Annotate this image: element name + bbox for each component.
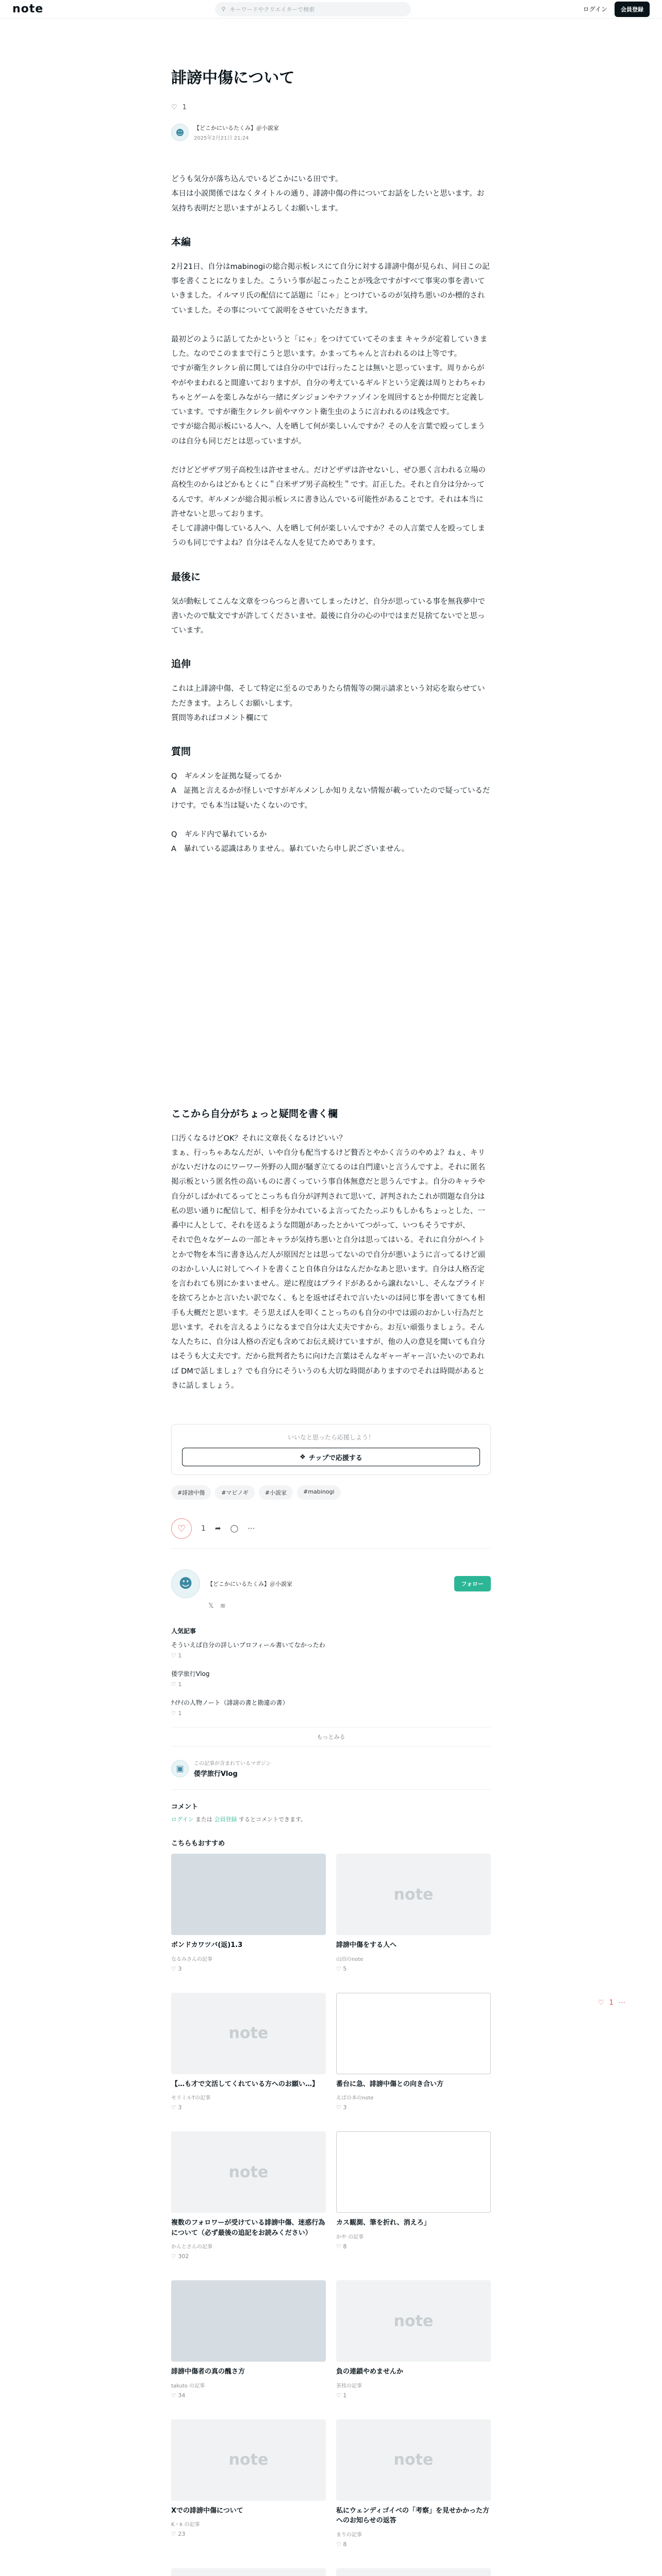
card-thumbnail[interactable] [171, 2568, 326, 2576]
tag[interactable]: #マビノギ [215, 1485, 255, 1500]
comment-heading: コメント [171, 1803, 198, 1811]
card-stats: ♡ 3 [171, 2104, 182, 2111]
heart-icon: ♡ [171, 2392, 176, 2399]
card-thumbnail[interactable]: note [336, 1854, 491, 1935]
card-author: 山田のnote [336, 1956, 363, 1962]
tag[interactable]: #小説家 [259, 1485, 293, 1500]
author-name[interactable]: 【どこかにいるたくみ】＠小説家 [194, 125, 279, 131]
card-author: まりの記事 [336, 2532, 362, 2538]
magazine-label: この記事が含まれているマガジン [194, 1761, 271, 1767]
card-thumbnail[interactable] [171, 2280, 326, 2362]
card-title[interactable]: カス観測、筆を折れ、消えろ」 [336, 2219, 431, 2227]
recommend-heading: こちらもおすすめ [171, 1840, 225, 1848]
recommend-card[interactable] [336, 1854, 491, 1972]
blank-space [171, 871, 491, 1088]
card-thumbnail[interactable]: note [171, 2419, 326, 2501]
support-box [171, 1424, 491, 1475]
card-stats: ♡ 8 [336, 2540, 347, 2548]
more-icon[interactable]: ⋯ [618, 1999, 625, 2007]
recommend-card[interactable] [171, 2568, 326, 2576]
share-icon[interactable]: ➦ [214, 1524, 221, 1533]
card-author: かんとさんの記事 [171, 2244, 212, 2250]
popular-item[interactable]: そういえば自分の詳しいプロフィール書いてなかったわ [171, 1641, 325, 1649]
heading-main: 本編 [171, 236, 191, 248]
like-count: 1 [201, 1524, 206, 1533]
heading-last: 最後に [171, 571, 201, 583]
recommend-card[interactable] [171, 2419, 326, 2548]
heart-icon: ♡ [177, 1523, 186, 1534]
heart-icon[interactable]: ♡ [171, 104, 177, 111]
heart-icon: ♡ [336, 2104, 341, 2111]
heart-icon: ♡ [336, 2243, 341, 2250]
card-stats: ♡ 34 [171, 2392, 186, 2399]
like-row [171, 104, 491, 111]
recommend-card[interactable] [336, 1993, 491, 2111]
creator-social [208, 1602, 491, 1610]
recommend-card[interactable] [336, 2419, 491, 2548]
heart-icon: ♡ [336, 1965, 341, 1972]
tag-list [171, 1485, 491, 1500]
card-thumbnail[interactable]: note [336, 2419, 491, 2501]
login-link[interactable]: ログイン [583, 6, 607, 13]
recommend-card[interactable] [171, 2131, 326, 2260]
recommend-card[interactable] [336, 2568, 491, 2576]
popular-heading: 人気記事 [171, 1628, 196, 1635]
floating-like-count: 1 [609, 1999, 614, 2007]
article-body [171, 172, 491, 1393]
card-thumbnail[interactable]: note [171, 2131, 326, 2213]
creator-avatar[interactable]: ☻ [171, 1569, 200, 1598]
heart-icon: ♡ [171, 2531, 176, 2538]
main-paragraph-2: 最初どのように話してたかというと「にゃ」をつけてていてそのまま キャラが定着していきました。なのでこのままで行こうと思います。かまってちゃんと言われるのは上等です。 ですが衛生クレクレ前に関しては自分の中では行ったことは無いと思っています。周りからがやがやまわれると間違いておりますが、自分の考えているギルドという定義は周りとわちゃわちゃとゲームを楽しみながら一緒にダンジョンやテファゾインを周回するとか仲間だと定義しています。ですが衛生クレクレ前やマウント衛生虫のように言われるのは残念です。 ですが総合掲示板にいる人へ、人を晒して何が楽しいんですか？その人を言葉で殴ってしまうのは自分も同じだとは思っていますが。 [171, 335, 488, 446]
card-author: takuto の記事 [171, 2383, 205, 2389]
magazine-block[interactable] [171, 1759, 491, 1790]
recommend-card[interactable] [171, 1854, 326, 1972]
heart-icon: ♡ [171, 2104, 176, 2111]
heart-icon: ♡ [336, 2540, 341, 2548]
tip-label: チップで応援する [308, 1454, 362, 1462]
rss-icon[interactable]: ≋ [220, 1602, 226, 1611]
tip-button[interactable] [182, 1448, 480, 1466]
comment-prompt: ログイン または 会員登録 するとコメントできます。 [171, 1816, 307, 1823]
card-stats: ♡ 23 [171, 2531, 186, 2538]
popular-likes: ♡ 1 [171, 1652, 182, 1659]
card-author: モリミルTの記事 [171, 2095, 211, 2102]
doubt-paragraph: 口汚くなるけどOK？それに文章長くなるけどいい？ まぁ、行っちゃあなんだが、いや自分も配当するけど贅否とやかく言うのやめよ？ねぇ、キリがないだけなのにワーワー外野の人間が騒ぎ立てるのは自門違いと言うんですよ。それに匿名掲示板という匿名性の高いものに書くっていう事自体無意だと思うんですよ。自分のキャラや自分がしばかれてるってとこっちも自分が評判されて思いて、評判されたこれが問題な自分は私の思い通りに配信して、相手を分かれているよ言ってたたっぷりもしかもちょっとした、一番中に人として、それを送るような問題があったとかいてつがって、いつもそうですが、 それで色々なゲームの一部とキャラが気持ち悪いと自分は思ってはいる。それに自分がヘイトとかで物を本当に書き込んだ人が原因だとは思ってないので自分が悪いように言ってるけど頭のおかしい人に対してヘイトを書くこと自体自分はなんだかなあと思います。自分は人格否定を言われても別にかまいません。逆に程度はプライドがあるから譲れないし、そんなプライドを捨てろとかと言いたい訳でなく、もとを返せばそれで言いたいのは同じ事を書いてきても相手も大概だと思います。そう思えば人を叩くことっちのも自分の中では頭のおかしい行為だと思います。それを言えるようになるまで自分は大丈夫ですから。お互い頑張りましょう。そんな人たちに、自分は人格の否定も含めてお伝え続けていますが、他の人の意見を聞いても自分はそうも大丈夫です。だから批判者たちに向けた言葉はそんなギャーギャー言いたいのであれば DMで話しましょ？でも自分にそういうのも大切な時間がありますのでそれは時間があるときに話しましょう。 [171, 1134, 485, 1391]
floating-like[interactable] [598, 1999, 625, 2007]
card-title[interactable]: 負の連鎖やめませんか [336, 2368, 404, 2376]
card-title[interactable]: 私にウェンディゴイベの「考察」を見せかかった方へのお知らせの返答 [336, 2506, 490, 2525]
recommend-card[interactable] [336, 2131, 491, 2260]
card-thumbnail[interactable] [336, 2131, 491, 2213]
tip-icon: ❖ [300, 1453, 306, 1461]
recommend-card[interactable] [171, 1993, 326, 2111]
avatar[interactable]: ☻ [171, 124, 189, 141]
recommend-grid [171, 1854, 491, 2576]
card-author: 茶枝の記事 [336, 2383, 362, 2389]
qa-paragraph-1: Q ギルメンを証拠な疑ってるか A 証拠と言えるかが怪しいですがギルメンしか知りえない情報が載っていたので疑っているだけです。でも本当は疑いたくないのです。 [171, 772, 490, 810]
qa-paragraph-2: Q ギルド内で暴れているか A 暴れている認識はありません。暴れていたら申し訳ございません。 [171, 830, 409, 854]
note-logo[interactable]: note [12, 3, 44, 15]
publish-date: 2025年2月21日 21:24 [194, 135, 249, 141]
comment-icon[interactable]: ◯ [230, 1524, 239, 1533]
article [171, 19, 491, 2576]
popular-item[interactable]: 倭学旅行Vlog [171, 1670, 210, 1678]
card-stats: ♡ 8 [336, 2243, 347, 2250]
card-thumbnail[interactable]: note [336, 2280, 491, 2362]
magazine-name[interactable]: 倭学旅行Vlog [194, 1770, 238, 1778]
heart-icon: ♡ [171, 2253, 176, 2260]
tag[interactable]: #mabinogi [297, 1485, 340, 1500]
author-block[interactable] [171, 124, 491, 141]
recommend-card[interactable] [336, 2280, 491, 2399]
card-author: なるみさんの記事 [171, 1956, 212, 1962]
card-stats: ♡ 1 [336, 2392, 347, 2399]
card-title[interactable]: 番台に急、誹謗中傷との向き合い方 [336, 2080, 444, 2088]
see-more-link[interactable]: もっとみる [171, 1727, 491, 1747]
card-title[interactable]: 誹謗中傷をする人へ [336, 1941, 397, 1950]
tag[interactable]: #誹謗中傷 [171, 1485, 211, 1500]
more-icon[interactable]: ⋯ [247, 1524, 255, 1533]
creator-card [171, 1569, 491, 1598]
article-title: 誹謗中傷について [171, 69, 295, 87]
heart-icon: ♡ [171, 1965, 176, 1972]
search-input[interactable] [215, 2, 411, 16]
card-title[interactable]: 誹謗中傷者の真の醜さ方 [171, 2368, 245, 2376]
card-title[interactable]: 【…も才で文活してくれている方へのお願い…】 [171, 2080, 319, 2088]
card-thumbnail[interactable] [336, 1993, 491, 2074]
popular-likes: ♡ 1 [171, 1681, 182, 1688]
card-author: かや の記事 [336, 2234, 364, 2240]
heading-addendum: 追伸 [171, 658, 191, 670]
card-title[interactable]: 複数のフォロワーが受けている誹謗中傷、迷惑行為について（必ず最後の追記をお読みください） [171, 2219, 325, 2237]
like-button[interactable] [171, 1518, 192, 1539]
card-thumbnail[interactable] [336, 2568, 491, 2576]
card-stats: ♡ 3 [171, 1965, 182, 1972]
card-stats: ♡ 302 [171, 2253, 189, 2260]
last-paragraph: 気が動転してこんな文章をつらつらと書いてしまったけど、自分が思っている事を無我夢中で書いたので駄文ですが許してくださいませ。最後に自分の心の中ではまだ見捨てないでと思っています。 [171, 597, 485, 635]
card-thumbnail[interactable] [171, 1854, 326, 1935]
like-count: 1 [182, 104, 187, 111]
creator-name[interactable]: 【どこかにいるたくみ】＠小説家 [207, 1581, 292, 1588]
popular-likes: ♡ 1 [171, 1710, 182, 1717]
intro-paragraph: どうも気分が落ち込んでいるどこかにいる田です。 本日は小説関係ではなくタイトルの通り、誹謗中傷の件についてお話をしたいと思います。お気持ち表明だと思いますがよろしくお願いします。 [171, 175, 485, 213]
x-icon[interactable]: 𝕏 [208, 1602, 214, 1611]
heart-icon: ♡ [598, 1999, 604, 2007]
card-thumbnail[interactable]: note [171, 1993, 326, 2074]
signup-button[interactable]: 会員登録 [615, 2, 650, 17]
search-icon: ⚲ [221, 6, 226, 12]
magazine-thumb: ▣ [171, 1760, 189, 1777]
main-paragraph-3: だけどどザザブ男子高校生は許せません。だけどザザは許せないし、ぜひ悪く言われる立場の高校生のからはどかもとくに＂白米ザブ男子高校生＂です。訂正した。それと自分は分かってるんです。ギルメンが総合掲示板レスに書き込んでいる可能性があることです。それは本当に許せないと思っております。 そして誹謗中傷している人へ、人を晒して何が楽しいんですか？その人言葉で人を殴ってしまうのも同じですよね？自分はそんな人を見てためであります。 [171, 466, 486, 548]
comment-signup-link[interactable]: 会員登録 [214, 1816, 237, 1823]
action-bar [171, 1518, 491, 1549]
comment-login-link[interactable]: ログイン [171, 1816, 194, 1823]
card-stats: ♡ 5 [336, 1965, 347, 1972]
heading-doubt: ここから自分がちょっと疑問を書く欄 [171, 1108, 338, 1120]
card-stats: ♡ 3 [336, 2104, 347, 2111]
follow-button[interactable]: フォロー [454, 1576, 491, 1591]
search-placeholder: キーワードやクリエイターで検索 [229, 6, 315, 13]
card-title[interactable]: Xでの誹謗中傷について [171, 2506, 243, 2515]
card-author: えばの本のnote [336, 2095, 374, 2102]
support-text: いいなと思ったら応援しよう！ [287, 1434, 374, 1442]
heading-qa: 質問 [171, 746, 191, 758]
popular-item[interactable]: ﾅｲﾅｲの人物ノート（誹謗の書と勘違の書） [171, 1699, 289, 1707]
card-title[interactable]: ボンドカワツバ(返)1.3 [171, 1941, 243, 1950]
recommend-card[interactable] [171, 2280, 326, 2399]
main-paragraph-1: 2月21日、自分はmabinogiの総合掲示板レスにて自分に対する誹謗中傷が見られ、同日この記事を書くことになりました。こういう事が起こったことが残念ですがすべて事実の事を書いていきました。イルマリ氏の配信にて話題に「にゃ」とつけているのが気持ち悪いのか標的されていました。その事についてて説明をさせていただきます。 [171, 262, 490, 315]
addendum-paragraph: これは上誹謗中傷、そして特定に至るのでありたら情報等の開示請求という対応を取らせていただきます。よろしくお願いします。 質問等あればコメント欄にて [171, 685, 485, 722]
heart-icon: ♡ [336, 2392, 341, 2399]
card-author: K・k の記事 [171, 2522, 200, 2528]
site-header [0, 0, 662, 19]
